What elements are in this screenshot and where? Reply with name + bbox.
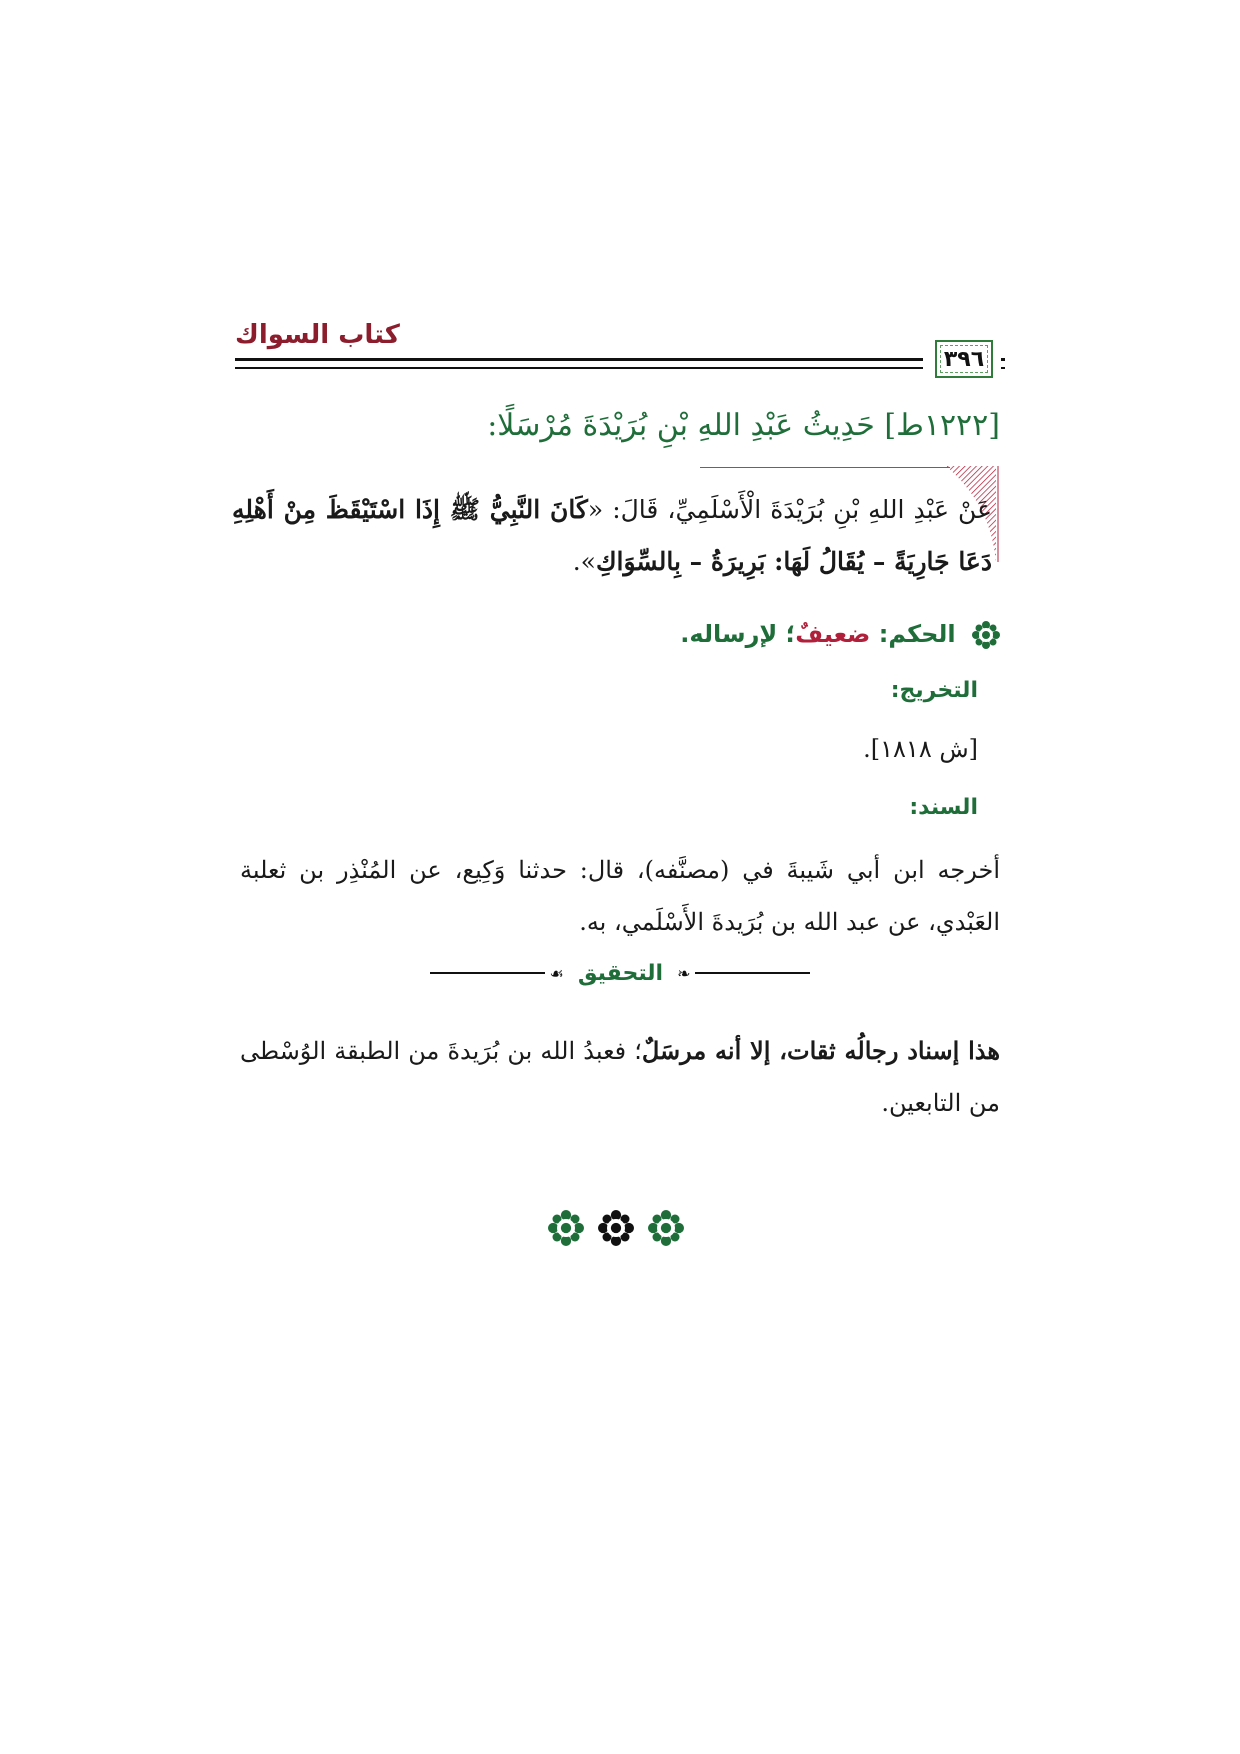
separator-line-right bbox=[695, 972, 810, 974]
ruling-reason: ؛ لإرساله. bbox=[680, 620, 796, 648]
separator-line-left bbox=[430, 972, 545, 974]
book-title: كتاب السواك bbox=[235, 320, 400, 350]
hadith-divider bbox=[700, 467, 950, 468]
tahqiq-rest-text: ؛ فعبدُ الله بن بُرَيدةَ من الطبقة الوُسْطى من التابعين. bbox=[240, 1037, 1000, 1117]
sanad-label: السند: bbox=[909, 795, 978, 820]
hadith-title: [١٢٢٢ط] حَدِيثُ عَبْدِ اللهِ بْنِ بُرَيْدَةَ مُرْسَلًا: bbox=[487, 408, 1000, 443]
flower-ornament-icon bbox=[598, 1210, 634, 1246]
takhrij-reference: [ش ١٨١٨]. bbox=[863, 735, 978, 763]
page-number: ٣٩٦ bbox=[943, 346, 985, 372]
tahqiq-bold-text: هذا إسناد رجالُه ثقات، إلا أنه مرسَلٌ bbox=[641, 1036, 1000, 1065]
takhrij-label: التخريج: bbox=[890, 678, 978, 703]
ruling-line bbox=[680, 620, 1000, 649]
tahqiq-separator bbox=[430, 953, 810, 993]
tahqiq-text bbox=[240, 1025, 1000, 1129]
hadith-matn: كَانَ النَّبِيُّ ﷺ إِذَا اسْتَيْقَظَ مِنْ أَهْلِهِ دَعَا جَارِيَةً – يُقَالُ لَهَا: بَرِيرَةُ – بِالسِّوَاكِ bbox=[232, 495, 992, 576]
ruling-label: الحكم: bbox=[878, 620, 956, 648]
end-ornaments bbox=[548, 1210, 684, 1246]
header-rule-top bbox=[235, 358, 923, 361]
flower-ornament-icon bbox=[972, 621, 1000, 649]
page-header bbox=[235, 320, 1005, 390]
hadith-matn-end: ». bbox=[572, 547, 596, 576]
header-rule-right-1 bbox=[1001, 358, 1005, 361]
sanad-text: أخرجه ابن أبي شَيبةَ في (مصنَّفه)، قال: حدثنا وَكِيع، عن المُنْذِر بن ثعلبة العَبْدي، عن عبد الله بن بُرَيدةَ الأَسْلَمي، به. bbox=[240, 856, 1000, 936]
separator-ornament-icon: ☙ bbox=[549, 963, 564, 983]
hadith-narrator-intro: عَنْ عَبْدِ اللهِ بْنِ بُرَيْدَةَ الْأَسْلَمِيِّ، قَالَ: « bbox=[587, 495, 993, 524]
tahqiq-label: التحقيق bbox=[577, 960, 664, 986]
separator-ornament-icon: ❧ bbox=[677, 963, 691, 983]
header-rule-right-2 bbox=[1001, 367, 1005, 369]
page-number-badge bbox=[935, 340, 993, 378]
flower-ornament-icon bbox=[648, 1210, 684, 1246]
hadith-text bbox=[232, 484, 992, 588]
ruling-value: ضعيفٌ bbox=[795, 620, 871, 648]
flower-ornament-icon bbox=[548, 1210, 584, 1246]
header-rule-bottom bbox=[235, 367, 923, 369]
